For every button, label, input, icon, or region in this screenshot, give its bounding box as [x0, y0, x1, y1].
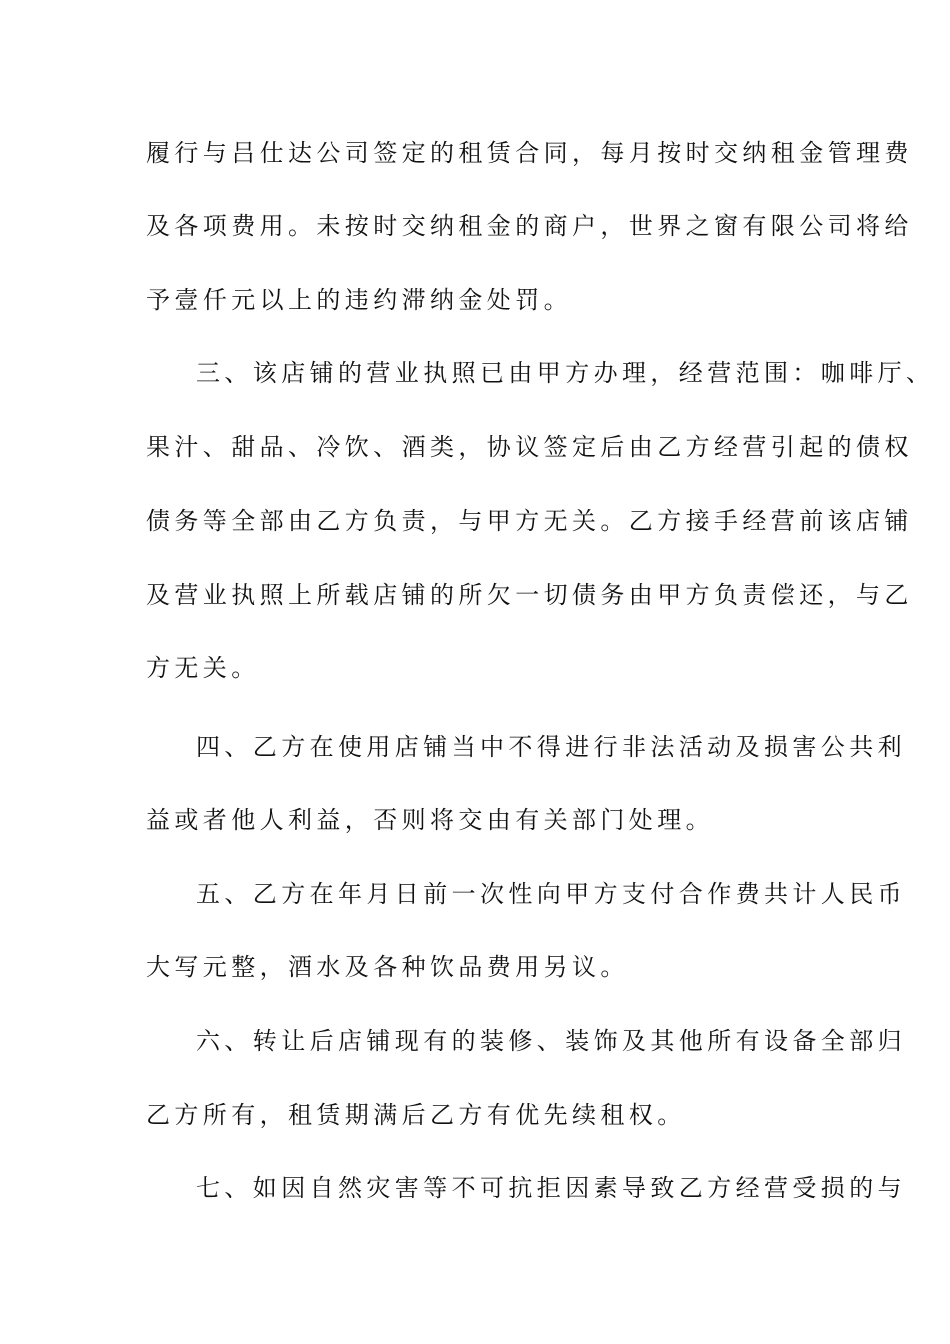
text-line: 乙方所有，租赁期满后乙方有优先续租权。 — [146, 1101, 686, 1129]
text-line: 及营业执照上所载店铺的所欠一切债务由甲方负责偿还，与乙 — [146, 581, 913, 609]
text-line: 债务等全部由乙方负责，与甲方无关。乙方接手经营前该店铺 — [146, 507, 913, 535]
text-line: 予壹仟元以上的违约滞纳金处罚。 — [146, 286, 572, 314]
text-line: 果汁、甜品、冷饮、酒类，协议签定后由乙方经营引起的债权 — [146, 433, 913, 461]
paragraph-7-first-line: 七、如因自然灾害等不可抗拒因素导致乙方经营受损的与 — [196, 1174, 906, 1202]
paragraph-3-first-line: 三、该店铺的营业执照已由甲方办理，经营范围：咖啡厅、 — [196, 359, 935, 387]
text-line: 及各项费用。未按时交纳租金的商户，世界之窗有限公司将给 — [146, 212, 913, 240]
text-line: 方无关。 — [146, 654, 260, 682]
text-line: 大写元整，酒水及各种饮品费用另议。 — [146, 953, 629, 981]
text-line: 益或者他人利益，否则将交由有关部门处理。 — [146, 806, 714, 834]
paragraph-5-first-line: 五、乙方在年月日前一次性向甲方支付合作费共计人民币 — [196, 880, 906, 908]
paragraph-4-first-line: 四、乙方在使用店铺当中不得进行非法活动及损害公共利 — [196, 733, 906, 761]
text-line: 履行与吕仕达公司签定的租赁合同，每月按时交纳租金管理费 — [146, 139, 913, 167]
paragraph-6-first-line: 六、转让后店铺现有的装修、装饰及其他所有设备全部归 — [196, 1027, 906, 1055]
